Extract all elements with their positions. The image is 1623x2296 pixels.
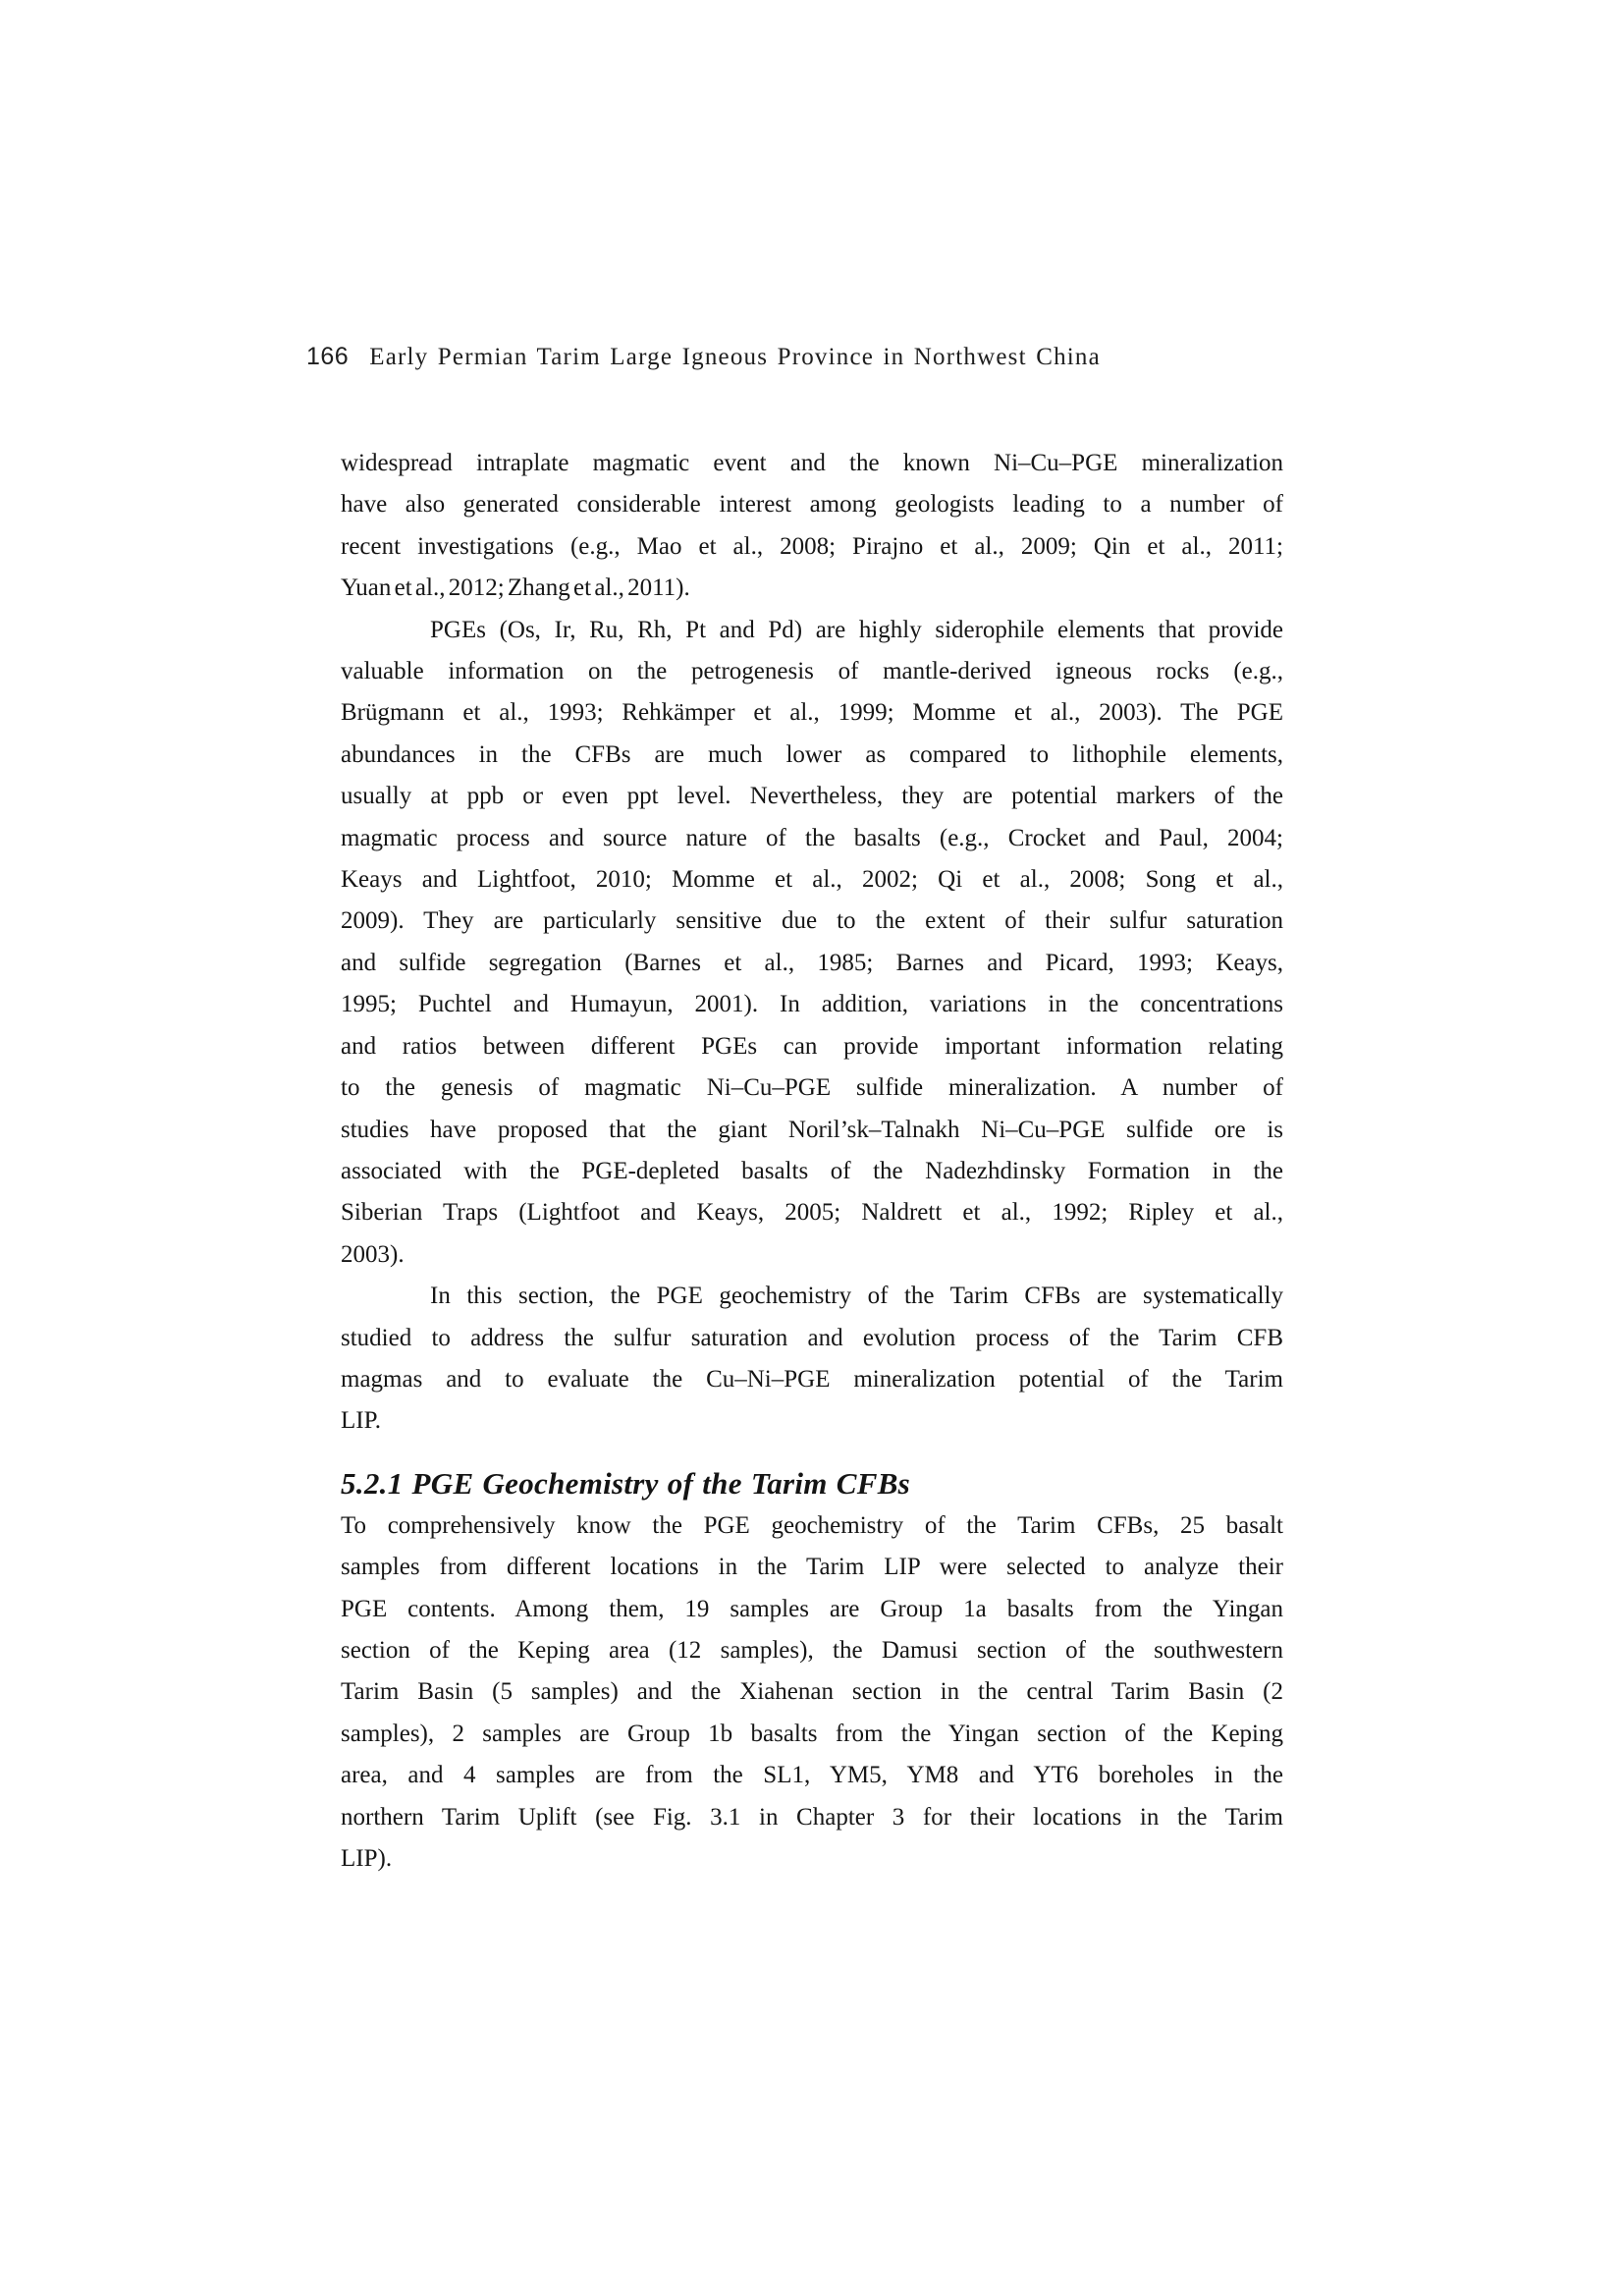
text-line: PGEs (Os, Ir, Ru, Rh, Pt and Pd) are highly siderophile elements that provide <box>430 616 1283 643</box>
page-number: 166 <box>306 343 350 370</box>
running-head <box>306 343 1101 371</box>
text-line: valuable information on the petrogenesis of mantle-derived igneous rocks (e.g., <box>341 658 1283 685</box>
paragraph <box>341 610 1283 1277</box>
text-line: to the genesis of magmatic Ni–Cu–PGE sulfide mineralization. A number of <box>341 1074 1283 1102</box>
paragraph <box>341 443 1283 610</box>
text-line: 1995; Puchtel and Humayun, 2001). In addition, variations in the concentrations <box>341 991 1283 1018</box>
text-line: LIP. <box>341 1407 381 1435</box>
text-line: 2009). They are particularly sensitive due to the extent of their sulfur saturation <box>341 907 1283 935</box>
text-line: Siberian Traps (Lightfoot and Keays, 2005; Naldrett et al., 1992; Ripley et al., <box>341 1199 1283 1227</box>
page-content <box>341 443 1283 1880</box>
text-line: usually at ppb or even ppt level. Nevertheless, they are potential markers of the <box>341 783 1283 810</box>
text-line: Keays and Lightfoot, 2010; Momme et al., 2002; Qi et al., 2008; Song et al., <box>341 866 1283 894</box>
section-heading: 5.2.1 PGE Geochemistry of the Tarim CFBs <box>341 1465 911 1501</box>
paragraphs-after-heading <box>341 1505 1283 1881</box>
text-line: and sulfide segregation (Barnes et al., 1985; Barnes and Picard, 1993; Keays, <box>341 949 1283 976</box>
text-line: abundances in the CFBs are much lower as compared to lithophile elements, <box>341 740 1283 768</box>
text-line: section of the Keping area (12 samples), the Damusi section of the southwestern <box>341 1636 1283 1664</box>
paragraph <box>341 1276 1283 1443</box>
running-title: Early Permian Tarim Large Igneous Province in Northwest China <box>369 344 1101 370</box>
text-line: recent investigations (e.g., Mao et al., 2008; Pirajno et al., 2009; Qin et al., 2011; <box>341 532 1283 560</box>
text-line: Tarim Basin (5 samples) and the Xiahenan section in the central Tarim Basin (2 <box>341 1678 1283 1706</box>
text-line: northern Tarim Uplift (see Fig. 3.1 in Chapter 3 for their locations in the Tarim <box>341 1803 1283 1831</box>
text-line: 2003). <box>341 1240 405 1268</box>
paragraph <box>341 1505 1283 1881</box>
text-line: Brügmann et al., 1993; Rehkämper et al., 1999; Momme et al., 2003). The PGE <box>341 699 1283 727</box>
text-line: samples from different locations in the Tarim LIP were selected to analyze their <box>341 1554 1283 1581</box>
text-line: associated with the PGE-depleted basalts of the Nadezhdinsky Formation in the <box>341 1157 1283 1184</box>
text-line: studies have proposed that the giant Noril’sk–Talnakh Ni–Cu–PGE sulfide ore is <box>341 1116 1283 1143</box>
paragraphs-before-heading <box>341 443 1283 1443</box>
text-line: studied to address the sulfur saturation and evolution process of the Tarim CFB <box>341 1324 1283 1351</box>
text-line: To comprehensively know the PGE geochemistry of the Tarim CFBs, 25 basalt <box>341 1511 1283 1539</box>
text-line: samples), 2 samples are Group 1b basalts from the Yingan section of the Keping <box>341 1720 1283 1747</box>
text-line: magmas and to evaluate the Cu–Ni–PGE mineralization potential of the Tarim <box>341 1365 1283 1393</box>
text-line: magmatic process and source nature of the basalts (e.g., Crocket and Paul, 2004; <box>341 824 1283 851</box>
text-line: and ratios between different PGEs can provide important information relating <box>341 1032 1283 1060</box>
text-line: widespread intraplate magmatic event and the known Ni–Cu–PGE mineralization <box>341 450 1283 476</box>
text-line: PGE contents. Among them, 19 samples are Group 1a basalts from the Yingan <box>341 1595 1283 1622</box>
text-line: area, and 4 samples are from the SL1, YM5, YM8 and YT6 boreholes in the <box>341 1762 1283 1789</box>
text-line: LIP). <box>341 1845 393 1872</box>
text-line: In this section, the PGE geochemistry of the Tarim CFBs are systematically <box>430 1283 1283 1310</box>
text-line: Yuan et al., 2012; Zhang et al., 2011). <box>341 574 690 602</box>
text-line: have also generated considerable interest among geologists leading to a number of <box>341 491 1283 519</box>
